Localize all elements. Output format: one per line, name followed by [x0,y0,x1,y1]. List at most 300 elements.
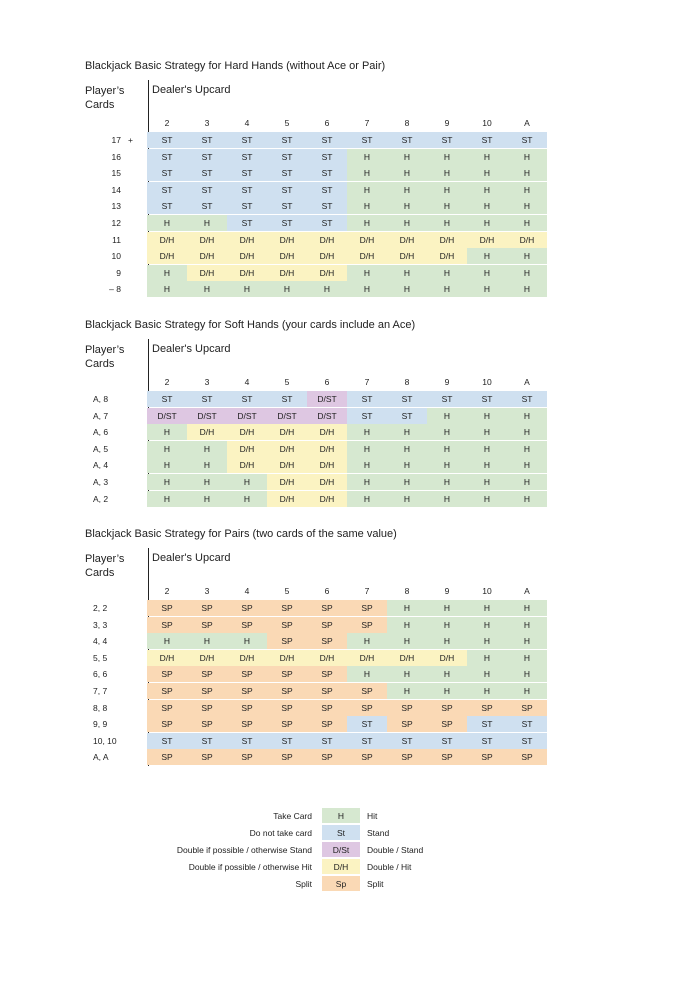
strategy-cell: ST [187,132,227,148]
strategy-cell: SP [227,716,267,732]
strategy-cell: SP [187,683,227,699]
legend-name: Double / Stand [367,845,424,855]
legend-name: Hit [367,811,378,821]
strategy-cell: H [227,633,267,649]
strategy-cell: D/ST [187,408,227,424]
strategy-cell: H [187,457,227,473]
strategy-cell: H [507,600,547,616]
column-header-3: 3 [204,118,210,128]
column-header-10: 10 [482,377,492,387]
row-label: 2, 2 [93,603,108,613]
strategy-cell: SP [347,600,387,616]
strategy-cell: D/H [267,441,307,457]
strategy-cell: ST [307,733,347,749]
strategy-cell: D/H [267,265,307,281]
strategy-cell: H [147,265,187,281]
column-header-8: 8 [404,377,410,387]
strategy-cell: D/H [307,232,347,248]
row-label: 10, 10 [93,735,117,746]
strategy-cell: H [427,182,467,198]
strategy-cell: H [427,600,467,616]
strategy-cell: H [507,491,547,507]
strategy-cell: H [507,408,547,424]
strategy-cell: D/H [147,232,187,248]
strategy-cell: ST [147,149,187,165]
strategy-cell: SP [267,700,307,716]
strategy-cell: H [507,265,547,281]
strategy-cell: D/H [227,248,267,264]
player-label-line1: Player’s [85,553,125,565]
strategy-cell: SP [387,749,427,765]
column-header-6: 6 [324,377,330,387]
strategy-cell: ST [267,132,307,148]
strategy-cell: H [427,265,467,281]
strategy-cell: SP [187,617,227,633]
strategy-cell: H [347,666,387,682]
strategy-cell: ST [347,733,387,749]
column-header-2: 2 [164,118,170,128]
strategy-cell: H [347,149,387,165]
strategy-cell: SP [307,683,347,699]
strategy-cell: D/H [427,232,467,248]
strategy-cell: H [507,215,547,231]
legend-name: Double / Hit [367,862,412,872]
strategy-cell: ST [467,733,507,749]
legend-item [0,876,695,892]
strategy-cell: SP [387,716,427,732]
strategy-cell: H [467,248,507,264]
column-header-7: 7 [364,118,370,128]
strategy-cell: ST [387,408,427,424]
strategy-cell: ST [507,716,547,732]
strategy-cell: ST [507,132,547,148]
strategy-cell: H [507,666,547,682]
legend-swatch: D/St [322,842,360,857]
strategy-cell: SP [347,617,387,633]
strategy-cell: H [307,281,347,297]
strategy-cell: D/H [187,232,227,248]
strategy-cell: ST [307,149,347,165]
strategy-cell: H [147,633,187,649]
column-header-6: 6 [324,118,330,128]
strategy-cell: SP [147,700,187,716]
strategy-cell: H [507,617,547,633]
legend-item [0,859,695,875]
strategy-cell: H [387,215,427,231]
strategy-cell: D/ST [307,408,347,424]
strategy-cell: H [347,474,387,490]
column-header-10: 10 [482,118,492,128]
strategy-cell: ST [187,391,227,407]
section-title: Blackjack Basic Strategy for Pairs (two cards of the same value) [85,528,397,540]
strategy-cell: H [507,198,547,214]
player-cards-label [85,343,124,371]
pairs-section [85,528,555,768]
strategy-cell: H [347,281,387,297]
strategy-cell: H [427,198,467,214]
strategy-cell: H [467,666,507,682]
strategy-cell: H [147,215,187,231]
strategy-cell: ST [147,165,187,181]
strategy-cell: H [147,474,187,490]
row-label: 6, 6 [93,669,108,680]
strategy-cell: D/H [387,248,427,264]
strategy-cell: SP [267,600,307,616]
row-label: 14 [111,184,121,195]
strategy-cell: ST [147,391,187,407]
dealer-upcard-label: Dealer's Upcard [152,84,231,96]
row-label: A, 8 [93,394,109,404]
legend-swatch: St [322,825,360,840]
strategy-cell: SP [227,700,267,716]
strategy-cell: H [507,633,547,649]
strategy-cell: D/H [307,457,347,473]
strategy-cell: H [187,281,227,297]
column-header-2: 2 [164,377,170,387]
strategy-cell: SP [147,683,187,699]
legend-swatch: H [322,808,360,823]
strategy-cell: D/H [187,265,227,281]
strategy-cell: ST [267,215,307,231]
row-label: A, A [93,752,109,763]
strategy-cell: ST [467,716,507,732]
strategy-cell: H [387,457,427,473]
strategy-cell: H [507,182,547,198]
strategy-cell: H [187,474,227,490]
strategy-cell: D/H [187,424,227,440]
legend-description: Double if possible / otherwise Stand [176,845,312,855]
strategy-cell: ST [187,165,227,181]
strategy-cell: ST [427,132,467,148]
strategy-cell: H [507,424,547,440]
strategy-cell: SP [507,700,547,716]
strategy-cell: H [467,215,507,231]
strategy-cell: ST [267,391,307,407]
column-header-4: 4 [244,586,250,596]
strategy-cell: H [227,491,267,507]
column-header-5: 5 [284,118,290,128]
strategy-cell: ST [347,391,387,407]
row-label: 7, 7 [93,686,108,696]
row-label: 8, 8 [93,702,108,713]
strategy-cell: D/ST [147,408,187,424]
column-header-5: 5 [284,586,290,596]
strategy-cell: SP [227,749,267,765]
legend-description: Split [295,879,312,889]
strategy-cell: H [347,198,387,214]
strategy-cell: H [387,617,427,633]
column-header-4: 4 [244,118,250,128]
strategy-cell: ST [267,149,307,165]
strategy-cell: D/H [307,265,347,281]
strategy-cell: ST [267,165,307,181]
column-header-9: 9 [444,118,450,128]
strategy-cell: D/ST [267,408,307,424]
strategy-cell: H [387,683,427,699]
strategy-cell: H [507,149,547,165]
strategy-cell: SP [347,700,387,716]
strategy-cell: SP [347,683,387,699]
strategy-cell: H [147,491,187,507]
strategy-cell: ST [147,198,187,214]
strategy-cell: D/H [267,232,307,248]
strategy-cell: SP [307,749,347,765]
strategy-cell: SP [307,617,347,633]
strategy-cell: H [387,182,427,198]
row-label: A, 3 [93,477,109,487]
strategy-cell: H [467,424,507,440]
strategy-cell: ST [387,391,427,407]
strategy-cell: ST [147,132,187,148]
column-header-4: 4 [244,377,250,387]
strategy-cell: ST [307,182,347,198]
strategy-cell: ST [387,733,427,749]
strategy-cell: H [347,457,387,473]
strategy-cell: SP [187,666,227,682]
row-label: 13 [111,201,121,212]
strategy-cell: ST [227,132,267,148]
strategy-cell: H [147,281,187,297]
strategy-cell: H [467,683,507,699]
strategy-cell: SP [307,716,347,732]
player-cards-label [85,552,124,580]
strategy-cell: D/H [187,650,227,666]
strategy-cell: H [347,491,387,507]
legend-name: Stand [367,828,390,838]
strategy-cell: H [387,600,427,616]
strategy-cell: ST [227,182,267,198]
strategy-cell: SP [227,617,267,633]
strategy-cell: ST [187,733,227,749]
strategy-cell: SP [187,716,227,732]
section-title: Blackjack Basic Strategy for Hard Hands (without Ace or Pair) [85,60,386,72]
strategy-cell: D/ST [307,391,347,407]
strategy-cell: D/H [227,441,267,457]
strategy-cell: H [427,281,467,297]
strategy-cell: H [427,633,467,649]
column-header-9: 9 [444,377,450,387]
strategy-cell: D/H [427,650,467,666]
row-label: A, 2 [93,493,109,504]
strategy-cell: H [467,165,507,181]
legend-name: Split [367,879,384,889]
strategy-cell: ST [267,182,307,198]
strategy-cell: H [427,491,467,507]
strategy-cell: D/H [347,650,387,666]
row-label: A, 4 [93,460,109,471]
strategy-cell: ST [307,215,347,231]
hard-hands-section [85,60,555,300]
strategy-cell: D/H [507,232,547,248]
player-label-line2: Cards [85,99,115,111]
player-label-line1: Player’s [85,344,125,356]
strategy-cell: H [387,424,427,440]
strategy-cell: D/H [427,248,467,264]
strategy-cell: H [427,149,467,165]
row-label: A, 6 [93,427,109,438]
strategy-cell: D/H [467,232,507,248]
strategy-cell: H [347,215,387,231]
strategy-cell: ST [227,165,267,181]
row-label: 15 [111,168,121,179]
strategy-cell: H [467,182,507,198]
strategy-cell: ST [187,182,227,198]
strategy-cell: H [187,633,227,649]
strategy-cell: H [507,457,547,473]
strategy-cell: D/H [307,248,347,264]
strategy-cell: D/H [307,650,347,666]
strategy-cell: ST [227,149,267,165]
strategy-cell: H [507,650,547,666]
strategy-cell: H [387,149,427,165]
strategy-cell: ST [467,391,507,407]
strategy-cell: D/H [307,491,347,507]
row-label: A, 7 [93,410,109,421]
strategy-cell: D/H [267,248,307,264]
strategy-cell: ST [267,733,307,749]
strategy-cell: D/ST [227,408,267,424]
legend-description: Double if possible / otherwise Hit [188,862,312,872]
strategy-cell: SP [267,617,307,633]
strategy-cell: SP [267,666,307,682]
column-header-10: 10 [482,586,492,596]
strategy-cell: ST [307,132,347,148]
column-header-5: 5 [284,377,290,387]
strategy-cell: H [187,441,227,457]
row-label: – 8 [109,284,121,295]
dealer-upcard-label: Dealer's Upcard [152,343,231,355]
strategy-cell: ST [427,391,467,407]
soft-hands-section [85,319,555,509]
strategy-cell: H [507,248,547,264]
strategy-cell: H [347,633,387,649]
strategy-cell: H [427,441,467,457]
strategy-cell: ST [467,132,507,148]
strategy-cell: SP [227,666,267,682]
strategy-cell: H [467,600,507,616]
player-cards-label [85,84,124,112]
row-label: 10 [111,251,121,262]
strategy-cell: D/H [267,474,307,490]
legend-swatch: D/H [322,859,360,874]
strategy-cell: H [467,650,507,666]
strategy-cell: H [467,633,507,649]
strategy-cell: H [467,474,507,490]
strategy-cell: ST [227,215,267,231]
strategy-cell: D/H [227,265,267,281]
strategy-cell: SP [427,716,467,732]
legend-description: Take Card [273,811,312,821]
strategy-cell: H [147,441,187,457]
strategy-cell: H [507,165,547,181]
column-header-8: 8 [404,586,410,596]
dealer-upcard-label: Dealer's Upcard [152,552,231,564]
strategy-cell: ST [187,198,227,214]
strategy-cell: ST [387,132,427,148]
strategy-cell: H [427,457,467,473]
strategy-cell: H [507,474,547,490]
strategy-cell: H [467,408,507,424]
strategy-cell: H [387,165,427,181]
strategy-cell: SP [307,633,347,649]
strategy-cell: D/H [187,248,227,264]
legend-description: Do not take card [249,828,312,838]
strategy-cell: ST [227,391,267,407]
strategy-cell: H [387,441,427,457]
strategy-cell: ST [507,733,547,749]
strategy-cell: D/H [227,232,267,248]
strategy-cell: ST [307,198,347,214]
strategy-cell: D/H [307,441,347,457]
strategy-cell: D/H [267,424,307,440]
strategy-cell: SP [467,700,507,716]
strategy-cell: H [507,683,547,699]
strategy-cell: SP [187,700,227,716]
strategy-cell: H [427,666,467,682]
strategy-cell: ST [227,198,267,214]
strategy-cell: SP [387,700,427,716]
row-label: 3, 3 [93,619,108,630]
strategy-cell: SP [307,666,347,682]
strategy-cell: ST [187,149,227,165]
strategy-cell: H [187,215,227,231]
strategy-cell: H [387,474,427,490]
strategy-cell: SP [147,716,187,732]
legend-item [0,825,695,841]
column-header-8: 8 [404,118,410,128]
strategy-cell: H [387,666,427,682]
column-header-3: 3 [204,586,210,596]
legend-item [0,842,695,858]
strategy-cell: D/H [267,491,307,507]
column-header-7: 7 [364,377,370,387]
strategy-cell: H [147,424,187,440]
strategy-cell: SP [467,749,507,765]
strategy-cell: H [427,683,467,699]
strategy-cell: H [187,491,227,507]
strategy-cell: SP [227,600,267,616]
strategy-cell: H [227,474,267,490]
strategy-cell: ST [147,182,187,198]
strategy-cell: H [427,617,467,633]
strategy-cell: D/H [227,424,267,440]
strategy-cell: SP [307,600,347,616]
strategy-cell: H [427,424,467,440]
row-label: 11 [112,234,121,245]
strategy-cell: H [347,265,387,281]
strategy-cell: D/H [227,457,267,473]
column-header-7: 7 [364,586,370,596]
legend-swatch: Sp [322,876,360,891]
column-header-6: 6 [324,586,330,596]
row-label: 4, 4 [93,636,108,647]
strategy-cell: H [467,441,507,457]
row-label: A, 5 [93,443,109,454]
strategy-cell: H [267,281,307,297]
strategy-cell: SP [147,666,187,682]
row-label: 16 [111,151,121,162]
strategy-cell: H [147,457,187,473]
row-label: 9 [116,267,121,278]
strategy-cell: H [387,198,427,214]
strategy-cell: D/H [387,650,427,666]
strategy-cell: D/H [267,457,307,473]
strategy-cell: H [507,281,547,297]
strategy-cell: SP [267,633,307,649]
strategy-cell: ST [267,198,307,214]
strategy-cell: H [467,149,507,165]
strategy-cell: D/H [267,650,307,666]
